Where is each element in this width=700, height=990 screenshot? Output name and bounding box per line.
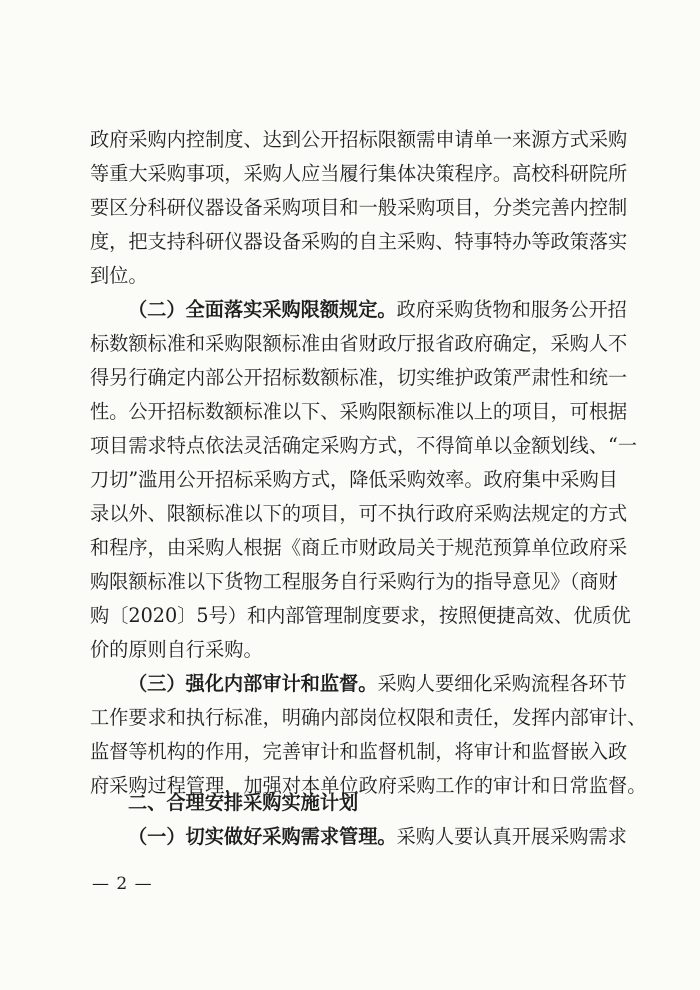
paragraph-4-line-1-text: 采购人要认真开展采购需求 [396,825,627,848]
paragraph-2-line-5: 项目需求特点依法灵活确定采购方式，不得简单以金额划线、“一 [90,434,638,457]
paragraph-2-line-3: 得另行确定内部公开招标数额标准，切实维护政策严肃性和统一 [90,366,628,389]
paragraph-3-line-3: 监督等机构的作用，完善审计和监督机制，将审计和监督嵌入政 [90,740,628,763]
paragraph-1-line-2: 等重大采购事项，采购人应当履行集体决策程序。高校科研院所 [90,162,628,185]
page-number: — 2 — [92,874,153,894]
paragraph-1-line-3: 要区分科研仪器设备采购项目和一般采购项目，分类完善内控制 [90,196,628,219]
paragraph-1-line-1: 政府采购内控制度、达到公开招标限额需申请单一来源方式采购 [90,128,628,151]
paragraph-2-line-1-text: 政府采购货物和服务公开招 [396,298,627,321]
paragraph-2-line-8: 和程序，由采购人根据《商丘市财政局关于规范预算单位政府采 [90,536,628,559]
paragraph-2-line-6: 刀切”滥用公开招标采购方式，降低采购效率。政府集中采购目 [90,468,618,491]
paragraph-2-line-2: 标数额标准和采购限额标准由省财政厅报省政府确定，采购人不 [90,332,628,355]
paragraph-1-line-4: 度，把支持科研仪器设备采购的自主采购、特事特办等政策落实 [90,230,628,253]
paragraph-4-line-1 [128,824,627,850]
paragraph-2-line-7: 录以外、限额标准以下的项目，可不执行政府采购法规定的方式 [90,502,628,525]
paragraph-2-line-1 [128,297,627,323]
paragraph-2-line-10: 购〔2020〕5号）和内部管理制度要求，按照便捷高效、优质优 [90,604,631,627]
paragraph-3-subheading: （三）强化内部审计和监督。 [128,672,378,695]
paragraph-2-line-11: 价的原则自行采购。 [90,638,263,661]
section-heading: 二、合理安排采购实施计划 [128,791,359,814]
paragraph-3-line-2: 工作要求和执行标准，明确内部岗位权限和责任，发挥内部审计、 [90,706,647,729]
paragraph-3-line-1 [128,671,627,697]
paragraph-1-line-5: 到位。 [90,264,148,287]
paragraph-3-line-4: 府采购过程管理，加强对本单位政府采购工作的审计和日常监督。 [90,774,647,797]
paragraph-2-line-4: 性。公开招标数额标准以下、采购限额标准以上的项目，可根据 [90,400,628,423]
paragraph-2-line-9: 购限额标准以下货物工程服务自行采购行为的指导意见》（商财 [90,570,618,593]
paragraph-4-subheading: （一）切实做好采购需求管理。 [128,825,397,848]
paragraph-2-subheading: （二）全面落实采购限额规定。 [128,298,397,321]
paragraph-3-line-1-text: 采购人要细化采购流程各环节 [377,672,627,695]
